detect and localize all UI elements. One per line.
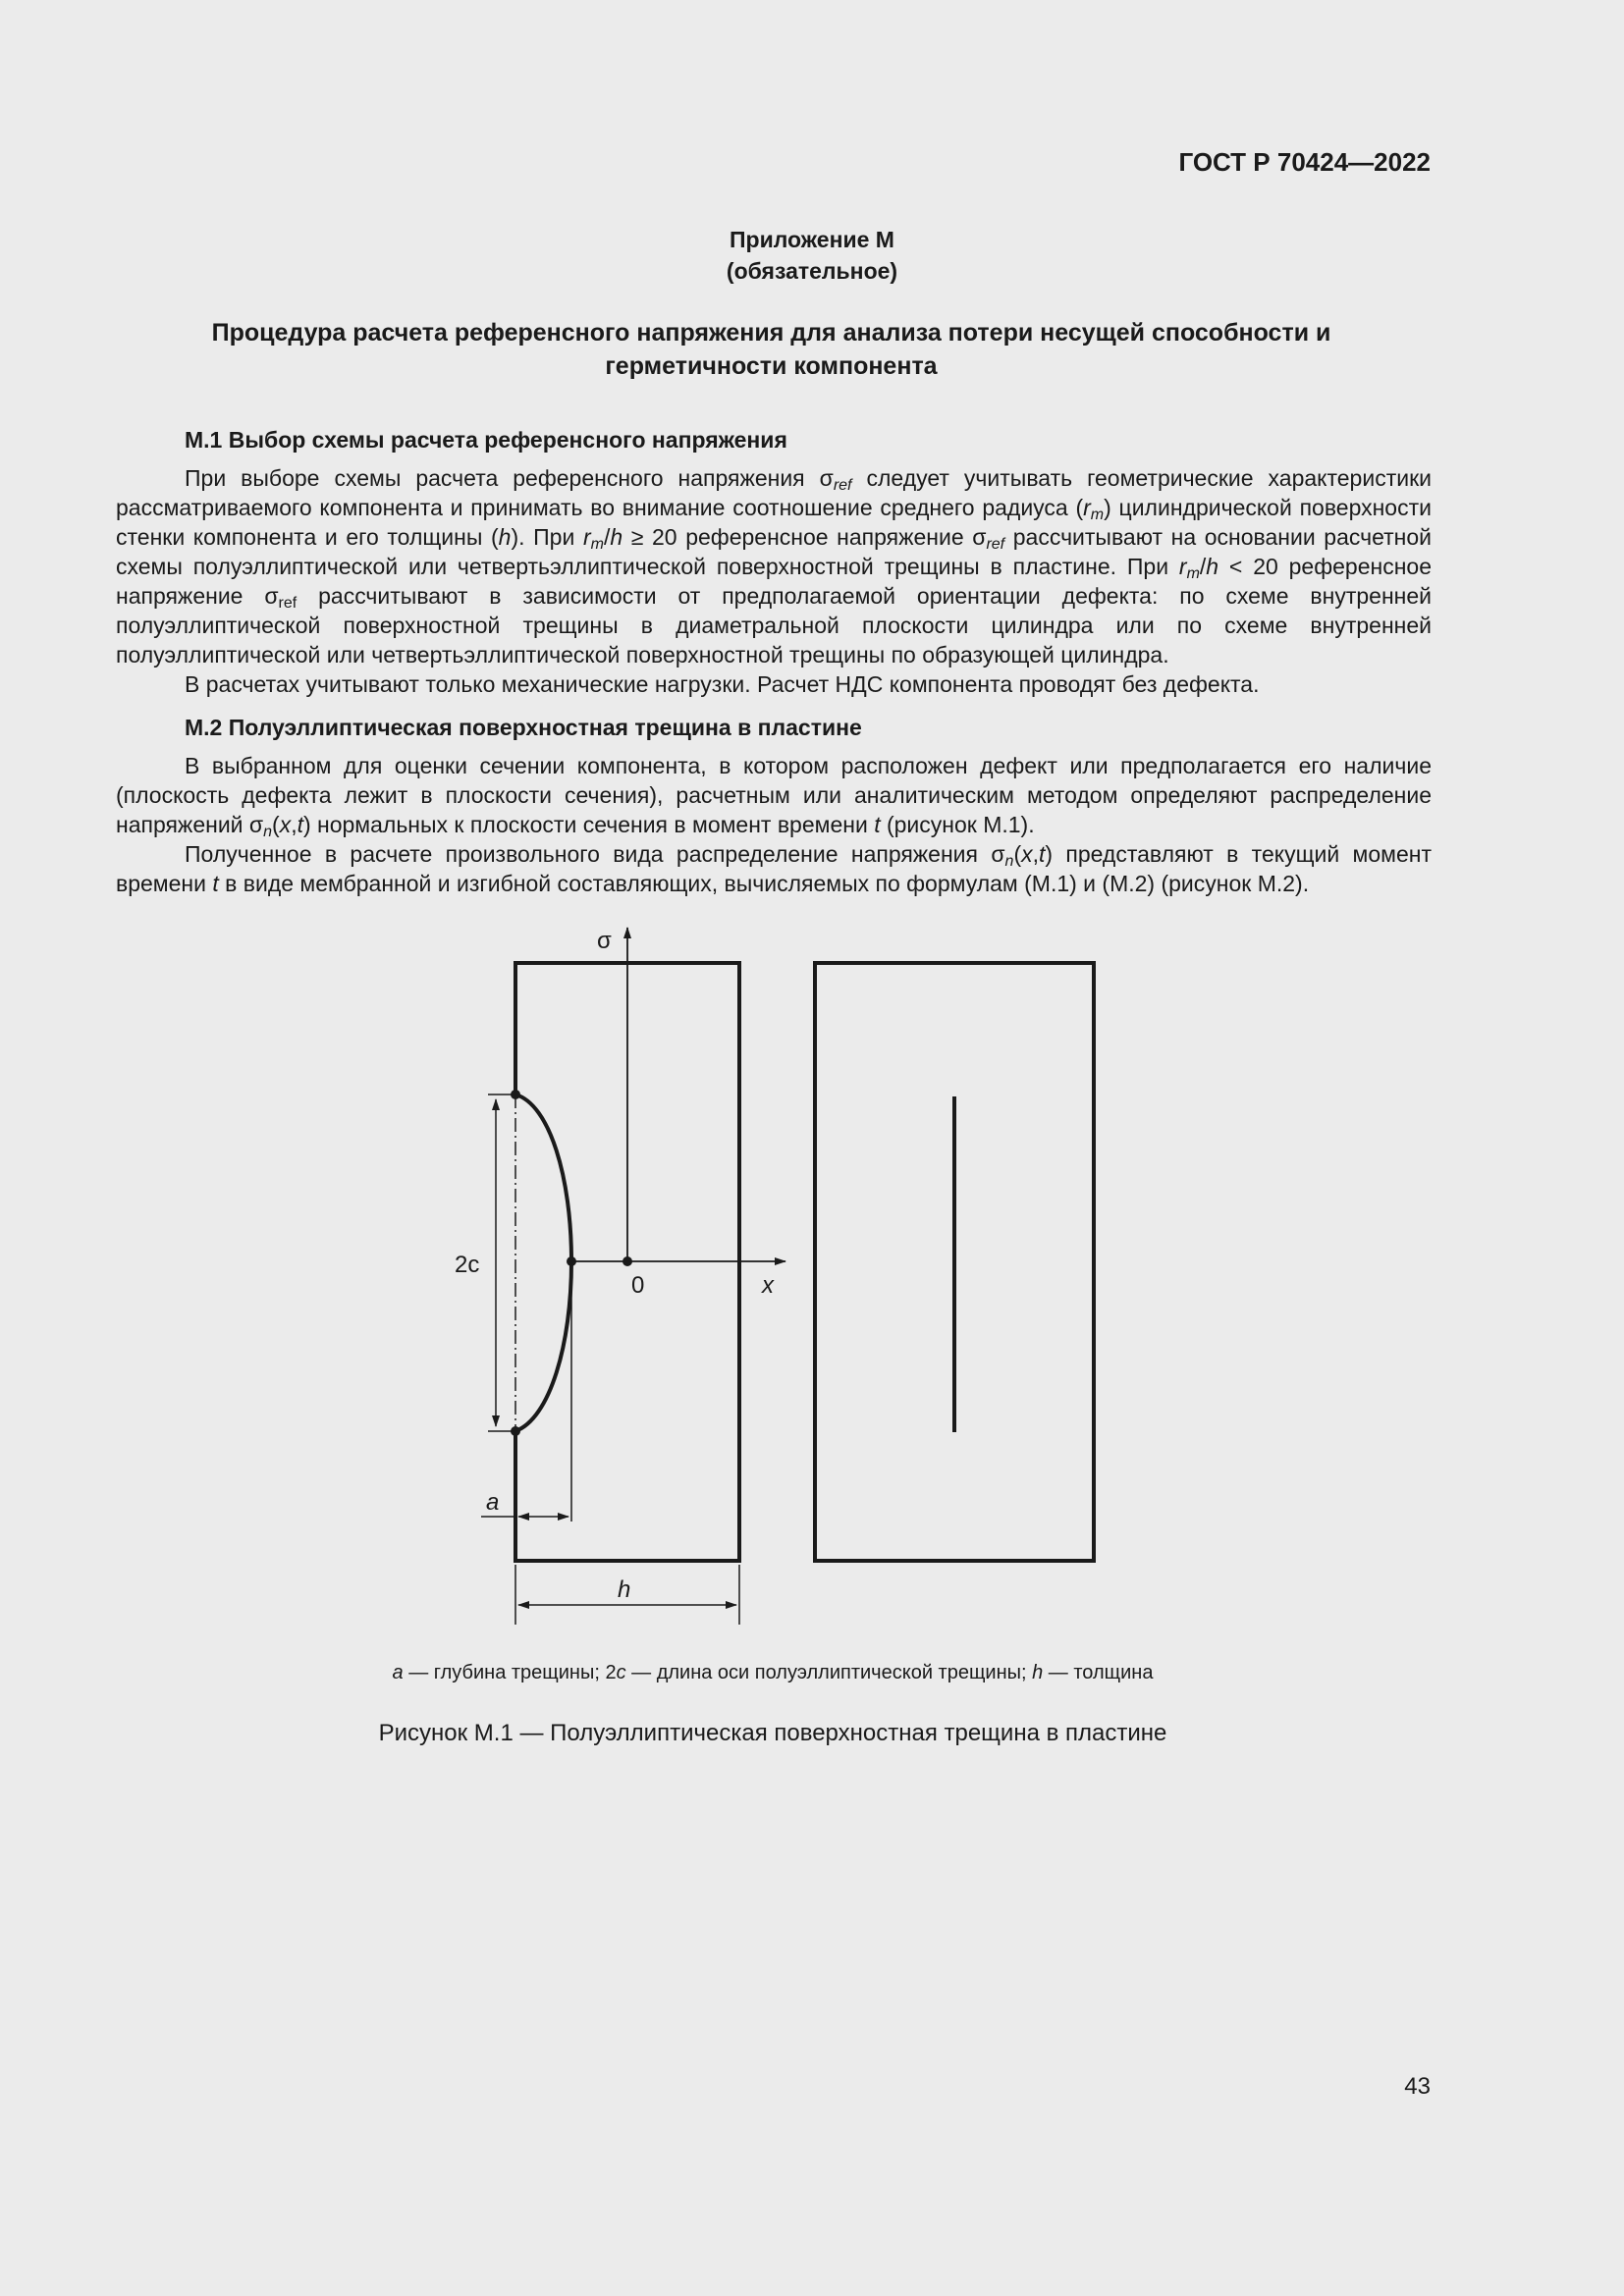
label-sigma: σ bbox=[597, 928, 612, 954]
appendix-status: (обязательное) bbox=[726, 258, 898, 284]
label-x: x bbox=[762, 1272, 774, 1299]
section-m2-heading: М.2 Полуэллиптическая поверхностная трещина в пластине bbox=[185, 715, 862, 740]
label-h: h bbox=[618, 1576, 631, 1603]
section-m1-body bbox=[116, 463, 1432, 699]
appendix-heading bbox=[0, 224, 1624, 287]
appendix-name: Приложение М bbox=[730, 227, 894, 252]
figure-m1-diagram bbox=[455, 918, 1110, 1634]
page-number: 43 bbox=[1404, 2073, 1431, 2100]
crack-front bbox=[515, 1095, 571, 1431]
figure-caption: Рисунок М.1 — Полуэллиптическая поверхностная трещина в пластине bbox=[378, 1720, 1167, 1746]
section-m1-paragraph-2: В расчетах учитывают только механические нагрузки. Расчет НДС компонента проводят без дефекта. bbox=[185, 671, 1260, 697]
label-origin: 0 bbox=[631, 1272, 645, 1299]
section-m1-heading: М.1 Выбор схемы расчета референсного напряжения bbox=[185, 427, 787, 453]
section-m2-paragraph-1: В выбранном для оценки сечении компонента, в котором расположен дефект или предполагается его наличие (плоскость дефекта лежит в плоскости сечения), расчетным или аналитическим методом определяют распределение напряжений $\sigma_n(x,t)$ нормальных к плоскости сечения в момент времени t (рисунок М.1). bbox=[116, 753, 1432, 840]
appendix-title bbox=[116, 316, 1427, 383]
origin-point bbox=[623, 1256, 632, 1266]
section-m2-paragraph-2: Полученное в расчете произвольного вида распределение напряжения $\sigma_n(x,t)$ представляют в текущий момент времени t в виде мембранной и изгибной составляющих, вычисляемых по формулам (М.1) и (М.2) (рисунок М.2). bbox=[116, 841, 1432, 896]
title-line-2: герметичности компонента bbox=[605, 352, 938, 380]
section-m2-body bbox=[116, 751, 1432, 898]
document-id: ГОСТ Р 70424—2022 bbox=[1178, 147, 1431, 177]
title-line-1: Процедура расчета референсного напряжения для анализа потери несущей способности и bbox=[211, 319, 1331, 347]
figure-legend: a — глубина трещины; 2c — длина оси полуэллиптической трещины; h — толщина bbox=[392, 1662, 1154, 1683]
label-a: a bbox=[486, 1489, 500, 1516]
label-2c: 2c bbox=[455, 1252, 480, 1278]
section-m1-paragraph-1: При выборе схемы расчета референсного напряжения $\sigma_{ref}$ следует учитывать геометрические характеристики рассматриваемого компонента и принимать во внимание соотношение среднего радиуса $(r_m)$ цилиндрической поверхности стенки компонента и его толщины (h). При $r_m/h \ge 20$ референсное напряжение $\sigma_{ref}$ рассчитывают на основании расчетной схемы полуэллиптической или четвертьэллиптической поверхностной трещины в пластине. При $r_m/h < 20$ референсное напряжение $\sigma_{ref}$ рассчитывают в зависимости от предполагаемой ориентации дефекта: по схеме внутренней полуэллиптической поверхностной трещины в диаметральной плоскости цилиндра или по схеме внутренней полуэллиптической или четвертьэллиптической поверхностной трещины по образующей цилиндра. bbox=[116, 465, 1433, 667]
crack-depth-point bbox=[567, 1256, 576, 1266]
